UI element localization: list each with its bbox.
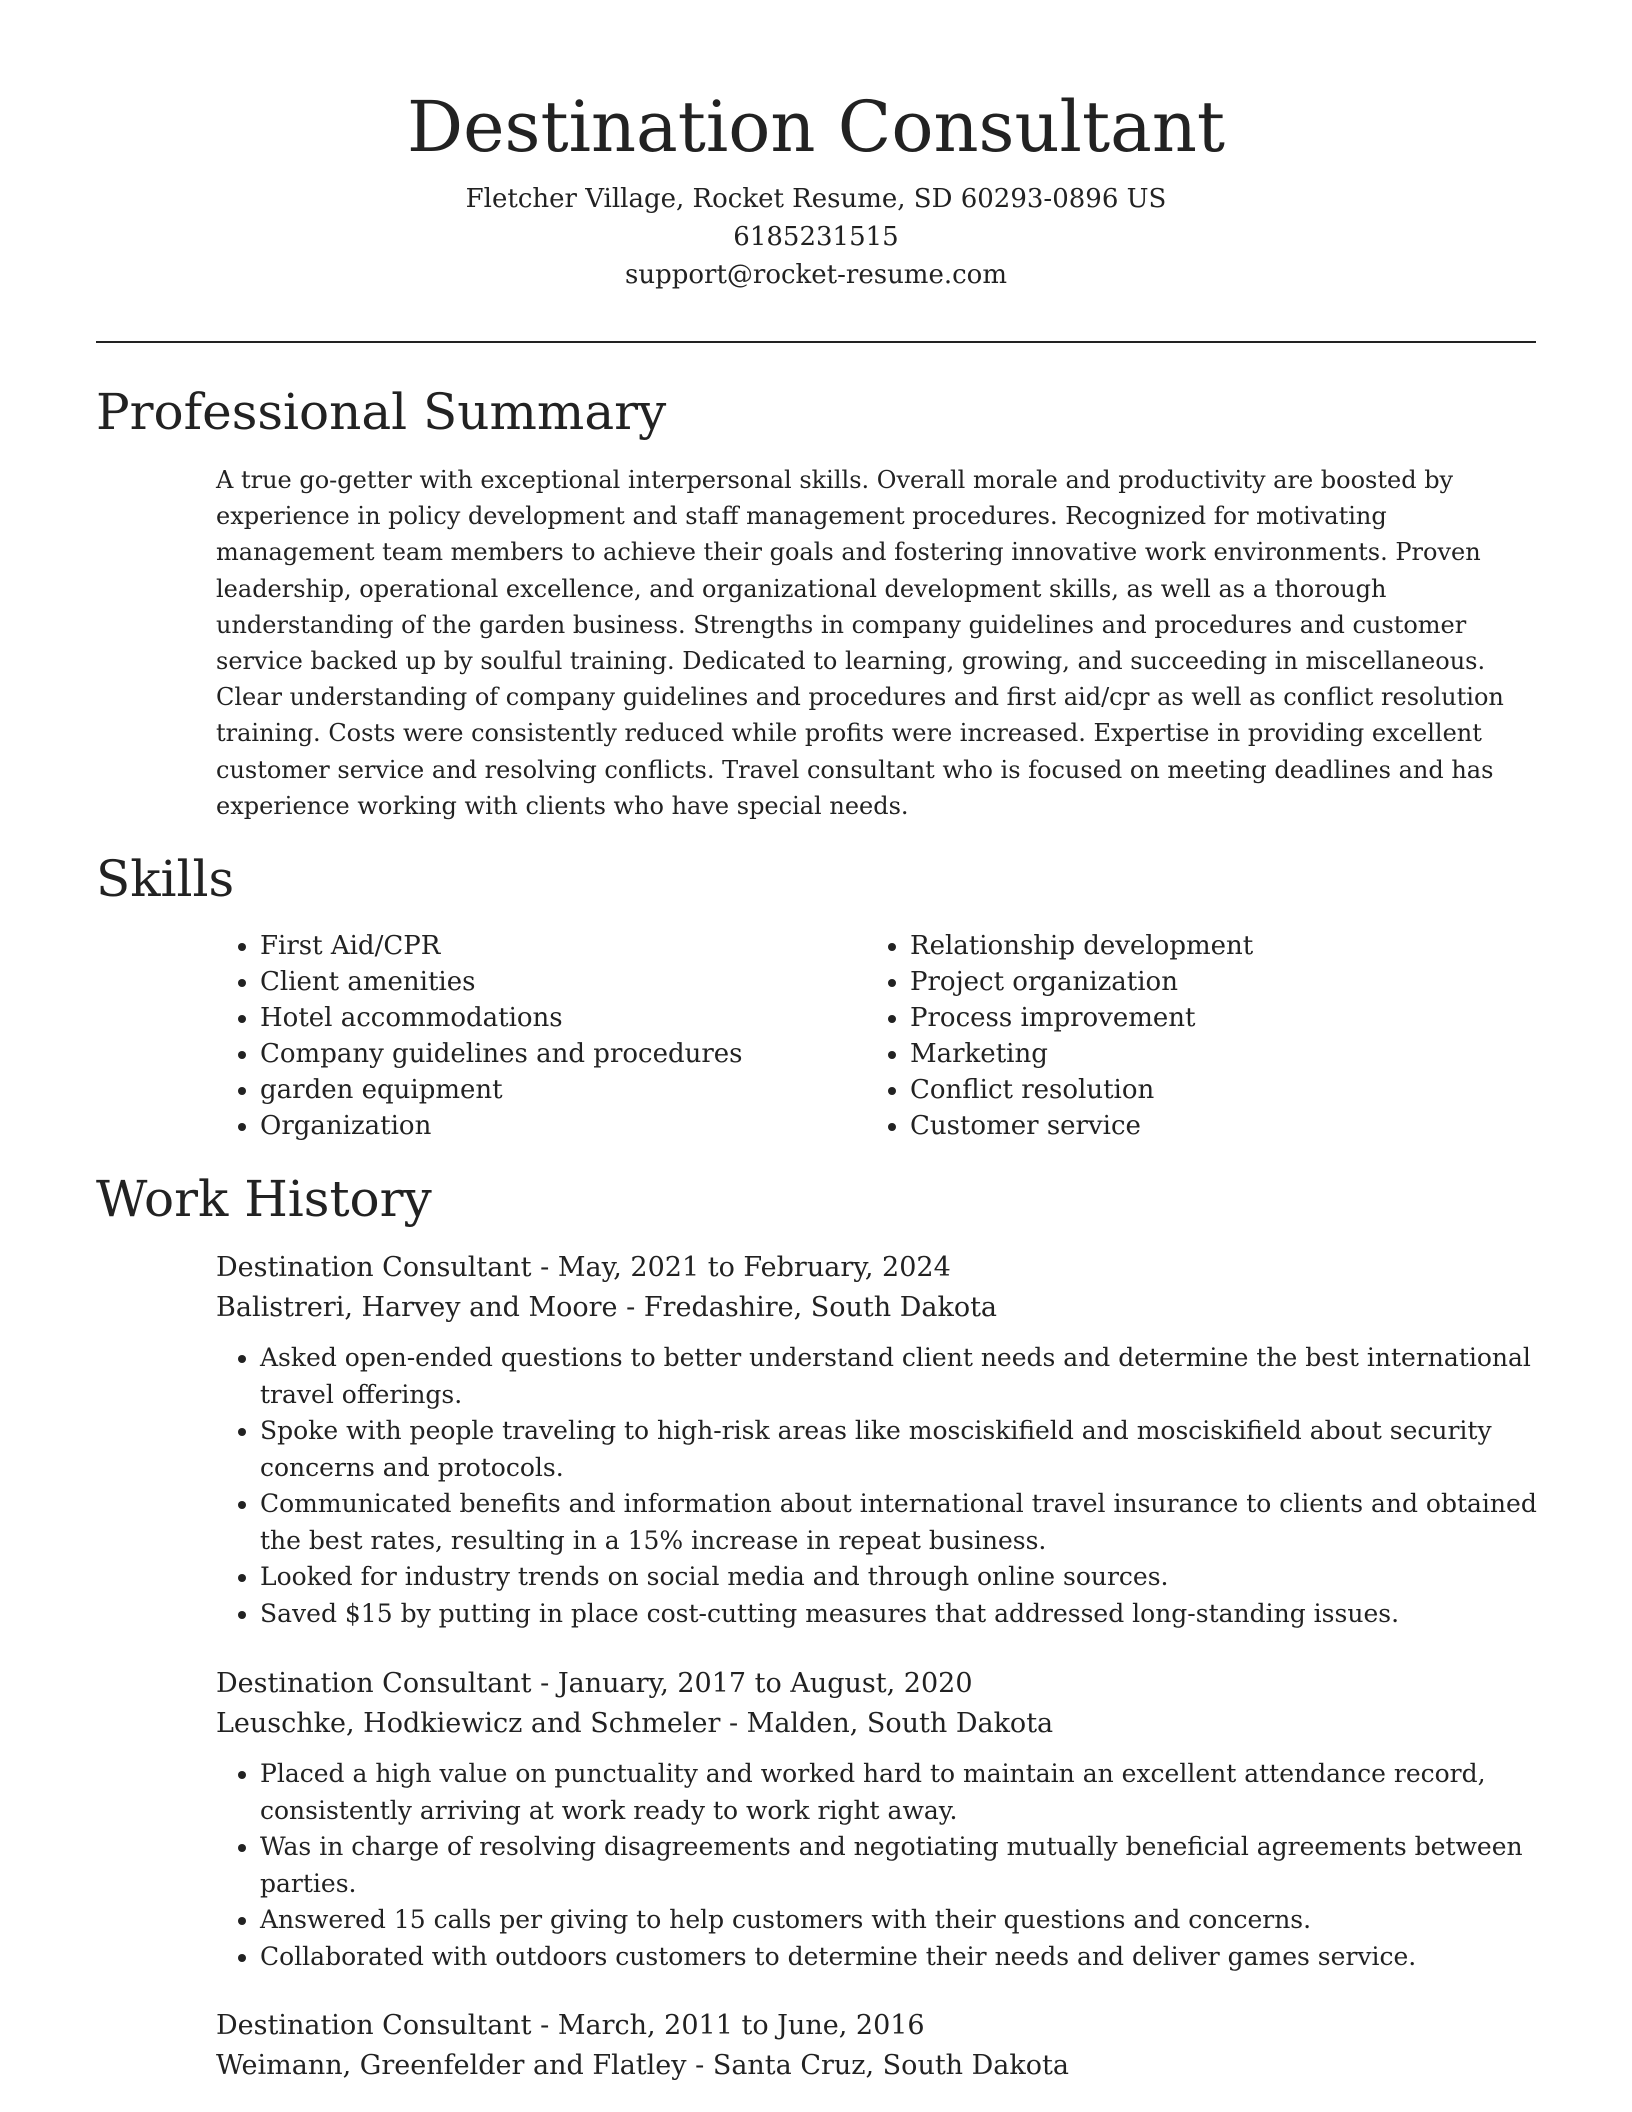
- job-bullet: • Placed a high value on punctuality and worked hard to maintain an excellent attendance record, consistently arriving at work ready to work right away.: [260, 1756, 1541, 1829]
- work-history-heading: Work History: [96, 1170, 432, 1228]
- job-bullet: • Communicated benefits and information about international travel insurance to clients and obtained the best rates, resulting in a 15% increase in repeat business.: [260, 1486, 1541, 1559]
- job-bullet: • Answered 15 calls per giving to help customers with their questions and concerns.: [260, 1902, 1541, 1939]
- job-title-line: Destination Consultant - January, 2017 to August, 2020: [216, 1668, 973, 1699]
- skills-list-right: [866, 928, 1253, 1144]
- skills-list-left: [216, 928, 743, 1144]
- skill-item: • Conflict resolution: [910, 1072, 1253, 1108]
- job-title-line: Destination Consultant - May, 2021 to February, 2024: [216, 1252, 951, 1283]
- job-company: Leuschke, Hodkiewicz and Schmeler: [216, 1708, 721, 1739]
- summary-text: A true go-getter with exceptional interpersonal skills. Overall morale and productivity are boosted by experience in policy development and staff management procedures. Recognized for motivating management team members to achieve their goals and fostering innovative work environments. Proven leadership, operational excellence, and organizational development skills, as well as a thorough understanding of the garden business. Strengths in company guidelines and procedures and customer service backed up by soulful training. Dedicated to learning, growing, and succeeding in miscellaneous. Clear understanding of company guidelines and procedures and first aid/cpr as well as conflict resolution training. Costs were consistently reduced while profits were increased. Expertise in providing excellent customer service and resolving conflicts. Travel consultant who is focused on meeting deadlines and has experience working with clients who have special needs.: [216, 466, 1504, 820]
- job-company-line: Leuschke, Hodkiewicz and Schmeler - Malden, South Dakota: [216, 1708, 1054, 1739]
- job-bullet: • Spoke with people traveling to high-risk areas like mosciskifield and mosciskifield about security concerns and protocols.: [260, 1413, 1541, 1486]
- summary-heading: Professional Summary: [96, 383, 667, 441]
- job-title: Destination Consultant: [216, 1252, 532, 1283]
- skill-item: • Relationship development: [910, 928, 1253, 964]
- job-entry: [216, 2006, 1541, 2086]
- job-company: Balistreri, Harvey and Moore: [216, 1292, 618, 1323]
- job-location: Fredashire, South Dakota: [643, 1292, 998, 1323]
- job-company-line: Weimann, Greenfelder and Flatley - Santa Cruz, South Dakota: [216, 2050, 1069, 2081]
- skill-item: • Client amenities: [260, 964, 743, 1000]
- job-location: Santa Cruz, South Dakota: [712, 2050, 1069, 2081]
- job-bullet: • Was in charge of resolving disagreements and negotiating mutually beneficial agreements between parties.: [260, 1829, 1541, 1902]
- skills-heading: Skills: [96, 850, 235, 908]
- job-bullet: • Saved $15 by putting in place cost-cutting measures that addressed long-standing issues.: [260, 1596, 1541, 1633]
- job-bullets: [216, 1340, 1541, 1632]
- job-dates: May, 2021 to February, 2024: [557, 1252, 951, 1283]
- job-title: Destination Consultant: [216, 1668, 532, 1699]
- skill-item: • Hotel accommodations: [260, 1000, 743, 1036]
- skill-item: • Project organization: [910, 964, 1253, 1000]
- job-company: Weimann, Greenfelder and Flatley: [216, 2050, 687, 2081]
- job-entry: [216, 1664, 1541, 1975]
- contact-address: Fletcher Village, Rocket Resume, SD 60293-0896 US: [465, 184, 1167, 214]
- contact-phone: 6185231515: [733, 222, 899, 252]
- job-bullet: • Looked for industry trends on social media and through online sources.: [260, 1559, 1541, 1596]
- contact-email: support@rocket-resume.com: [624, 260, 1007, 290]
- skill-item: • First Aid/CPR: [260, 928, 743, 964]
- job-dates: January, 2017 to August, 2020: [557, 1668, 973, 1699]
- candidate-name: Destination Consultant: [406, 86, 1226, 168]
- job-bullets: [216, 1756, 1541, 1975]
- job-dates: March, 2011 to June, 2016: [557, 2010, 925, 2041]
- job-company-line: Balistreri, Harvey and Moore - Fredashire, South Dakota: [216, 1292, 998, 1323]
- job-bullet: • Collaborated with outdoors customers to determine their needs and deliver games service.: [260, 1939, 1541, 1976]
- job-title-line: Destination Consultant - March, 2011 to June, 2016: [216, 2010, 925, 2041]
- job-location: Malden, South Dakota: [746, 1708, 1054, 1739]
- job-bullet: • Asked open-ended questions to better understand client needs and determine the best international travel offerings.: [260, 1340, 1541, 1413]
- skill-item: • garden equipment: [260, 1072, 743, 1108]
- skill-item: • Process improvement: [910, 1000, 1253, 1036]
- skill-item: • Customer service: [910, 1108, 1253, 1144]
- resume-header: [96, 82, 1536, 294]
- skill-item: • Organization: [260, 1108, 743, 1144]
- job-entry: [216, 1248, 1541, 1632]
- skill-item: • Company guidelines and procedures: [260, 1036, 743, 1072]
- header-divider: [96, 341, 1536, 343]
- skill-item: • Marketing: [910, 1036, 1253, 1072]
- job-title: Destination Consultant: [216, 2010, 532, 2041]
